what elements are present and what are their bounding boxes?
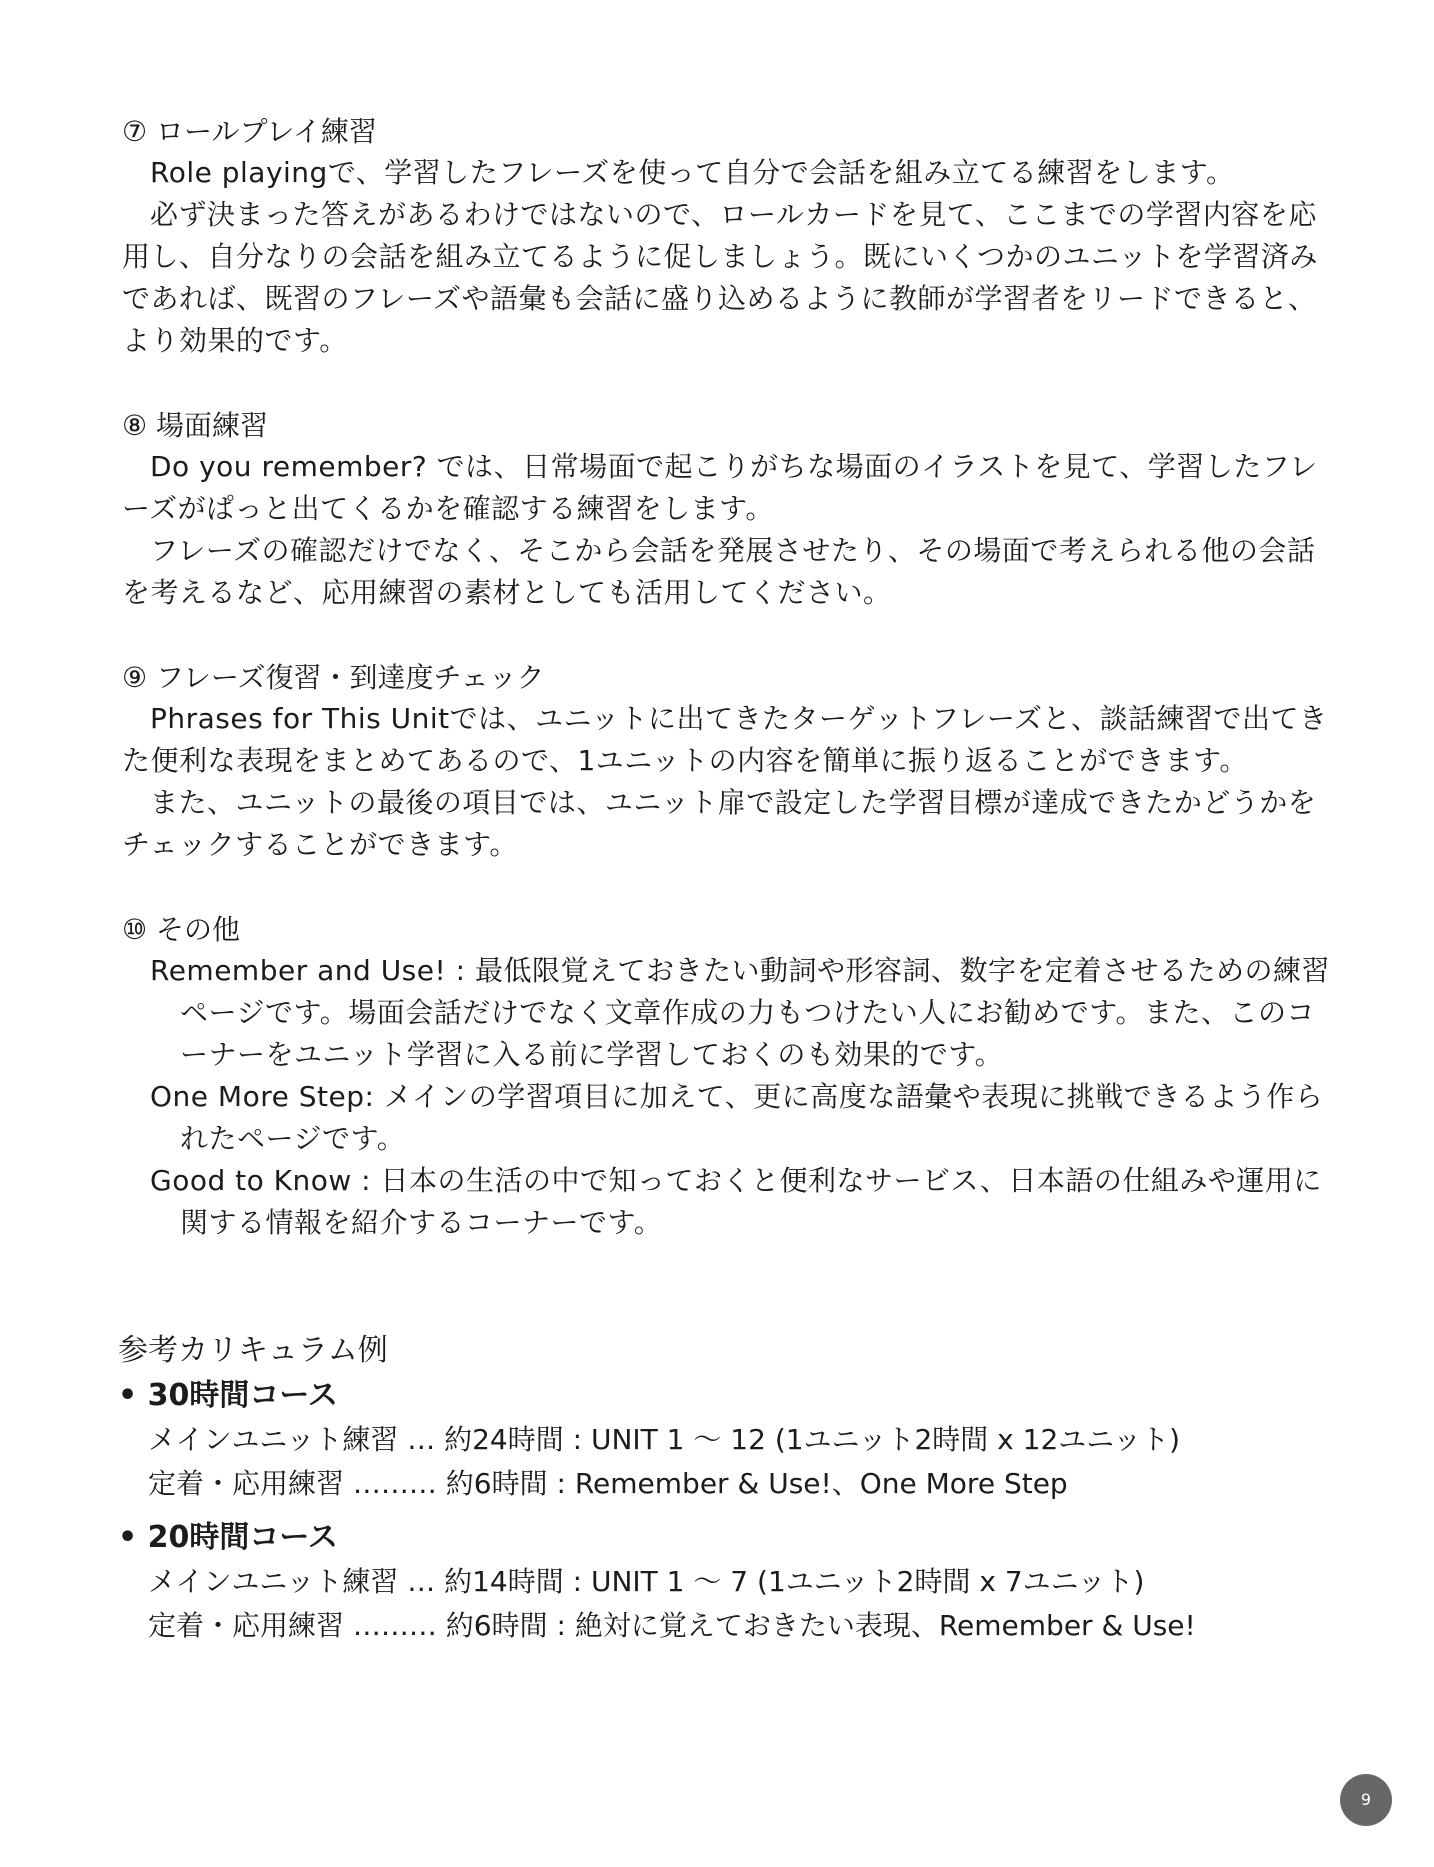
- paragraph: Phrases for This Unitでは、ユニットに出てきたターゲットフレーズと、談話練習で出てきた便利な表現をまとめてあるので、1ユニットの内容を簡単に振り返ることができます。: [122, 702, 1328, 777]
- paragraph: また、ユニットの最後の項目では、ユニット扉で設定した学習目標が達成できたかどうかをチェックすることができます。: [122, 786, 1317, 861]
- paragraph: Do you remember? では、日常場面で起こりがちな場面のイラストを見て、学習したフレーズがぱっと出てくるかを確認する練習をします。: [122, 450, 1318, 525]
- section-heading: ⑧ 場面練習: [122, 409, 269, 442]
- section-heading: ⑦ ロールプレイ練習: [122, 115, 377, 148]
- section-others: [122, 910, 1330, 1244]
- course-line: メインユニット練習 … 約14時間 : UNIT 1 〜 7 (1ユニット2時間 x 7ユニット): [148, 1565, 1145, 1598]
- course-line: 定着・応用練習 ……… 約6時間 : 絶対に覚えておきたい表現、Remember & Use!: [148, 1609, 1196, 1642]
- course-line: 定着・応用練習 ……… 約6時間 : Remember & Use!、One More Step: [148, 1467, 1068, 1500]
- page-number-badge: 9: [1340, 1774, 1392, 1826]
- section-phrase-review: [122, 658, 1330, 866]
- definition-item: One More Step: メインの学習項目に加えて、更に高度な語彙や表現に挑戦できるよう作られたページです。: [150, 1080, 1324, 1155]
- course-30-hours: [118, 1374, 1338, 1506]
- paragraph: Role playingで、学習したフレーズを使って自分で会話を組み立てる練習をします。: [150, 156, 1235, 189]
- course-title: • 30時間コース: [118, 1378, 338, 1413]
- paragraph: 必ず決まった答えがあるわけではないので、ロールカードを見て、ここまでの学習内容を応用し、自分なりの会話を組み立てるように促しましょう。既にいくつかのユニットを学習済みであれば、既習のフレーズや語彙も会話に盛り込めるように教師が学習者をリードできると、より効果的です。: [122, 198, 1318, 357]
- section-heading: ⑨ フレーズ復習・到達度チェック: [122, 661, 545, 694]
- section-heading: ⑩ その他: [122, 913, 241, 946]
- curriculum-title: 参考カリキュラム例: [118, 1333, 388, 1368]
- section-role-play: [122, 112, 1330, 362]
- definition-item: Remember and Use! : 最低限覚えておきたい動詞や形容詞、数字を定着させるための練習ページです。場面会話だけでなく文章作成の力もつけたい人にお勧めです。また、このコーナーをユニット学習に入る前に学習しておくのも効果的です。: [150, 954, 1330, 1071]
- course-line: メインユニット練習 … 約24時間 : UNIT 1 〜 12 (1ユニット2時間 x 12ユニット): [148, 1423, 1181, 1456]
- definition-item: Good to Know : 日本の生活の中で知っておくと便利なサービス、日本語の仕組みや運用に関する情報を紹介するコーナーです。: [150, 1164, 1322, 1239]
- course-title: • 20時間コース: [118, 1520, 338, 1555]
- section-scene-practice: [122, 406, 1330, 614]
- course-20-hours: [118, 1516, 1338, 1648]
- paragraph: フレーズの確認だけでなく、そこから会話を発展させたり、その場面で考えられる他の会話を考えるなど、応用練習の素材としても活用してください。: [122, 534, 1316, 609]
